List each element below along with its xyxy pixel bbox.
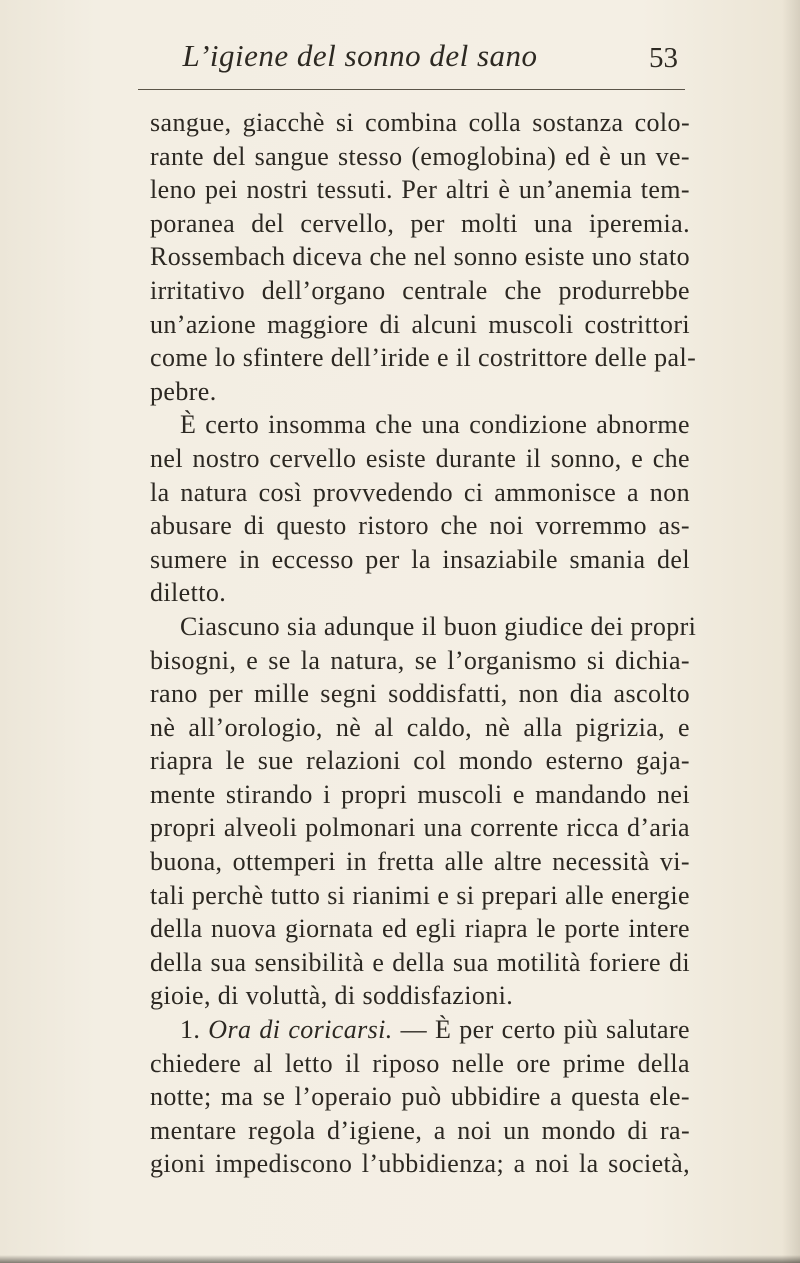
- paragraph-start: Ciascuno sia adunque il buon giudice dei propri: [180, 611, 697, 641]
- text-line: mentare regola d’igiene, a noi un mondo di ra-: [150, 1115, 690, 1145]
- text-line: abusare di questo ristoro che noi vorremmo as-: [150, 511, 690, 541]
- text-line: irritativo dell’organo centrale che produrrebbe: [150, 275, 690, 305]
- text-line: sumere in eccesso per la insaziabile smania del: [150, 544, 690, 574]
- text-line: buona, ottemperi in fretta alle altre necessità vi-: [150, 847, 690, 877]
- page-edge-shadow: [782, 0, 800, 1263]
- text-line: poranea del cervello, per molti una iperemia.: [150, 208, 690, 238]
- text-line: la natura così provvedendo ci ammonisce a non: [150, 477, 690, 507]
- text-line: gioie, di voluttà, di soddisfazioni.: [150, 981, 514, 1011]
- text-line: bisogni, e se la natura, se l’organismo si dichia-: [150, 645, 690, 675]
- text-line: come lo sfintere dell’iride e il costrittore delle pal-: [150, 343, 697, 373]
- text-line: nel nostro cervello esiste durante il sonno, e che: [150, 443, 690, 473]
- section-first-line: [150, 1013, 690, 1047]
- section-first-line-text: — È per certo più salutare: [400, 1015, 690, 1045]
- text-line: propri alveoli polmonari una corrente ricca d’aria: [150, 813, 690, 843]
- page-header: [0, 38, 800, 78]
- text-line: diletto.: [150, 578, 227, 608]
- page-number: 53: [649, 42, 678, 74]
- text-line: riapra le sue relazioni col mondo esterno gaja-: [150, 746, 690, 776]
- text-line: della nuova giornata ed egli riapra le porte intere: [150, 914, 690, 944]
- text-line: mente stirando i propri muscoli e mandando nei: [150, 779, 690, 809]
- section-heading: Ora di coricarsi.: [208, 1015, 393, 1045]
- text-line: un’azione maggiore di alcuni muscoli costrittori: [150, 309, 690, 339]
- text-line: rante del sangue stesso (emoglobina) ed è un ve-: [150, 141, 690, 171]
- text-line: Rossembach diceva che nel sonno esiste uno stato: [150, 242, 690, 272]
- text-line: pebre.: [150, 376, 217, 406]
- text-line: chiedere al letto il riposo nelle ore prime della: [150, 1048, 690, 1078]
- page-bottom-edge: [0, 1255, 800, 1263]
- header-rule: [138, 89, 685, 90]
- text-line: notte; ma se l’operaio può ubbidire a questa ele-: [150, 1082, 690, 1112]
- text-line: tali perchè tutto si rianimi e si prepari alle energie: [150, 880, 690, 910]
- text-line: nè all’orologio, nè al caldo, nè alla pigrizia, e: [150, 712, 690, 742]
- text-line: rano per mille segni soddisfatti, non dia ascolto: [150, 679, 690, 709]
- text-line: leno pei nostri tessuti. Per altri è un’anemia tem-: [150, 175, 690, 205]
- section-number: 1.: [180, 1015, 201, 1045]
- text-line: gioni impediscono l’ubbidienza; a noi la società,: [150, 1149, 690, 1179]
- text-line: della sua sensibilità e della sua motilità foriere di: [150, 947, 690, 977]
- running-title: L’igiene del sonno del sano: [182, 38, 538, 73]
- paragraph-start: È certo insomma che una condizione abnorme: [180, 410, 690, 440]
- body-text: [150, 106, 697, 1181]
- text-line: sangue, giacchè si combina colla sostanza colo-: [150, 108, 690, 137]
